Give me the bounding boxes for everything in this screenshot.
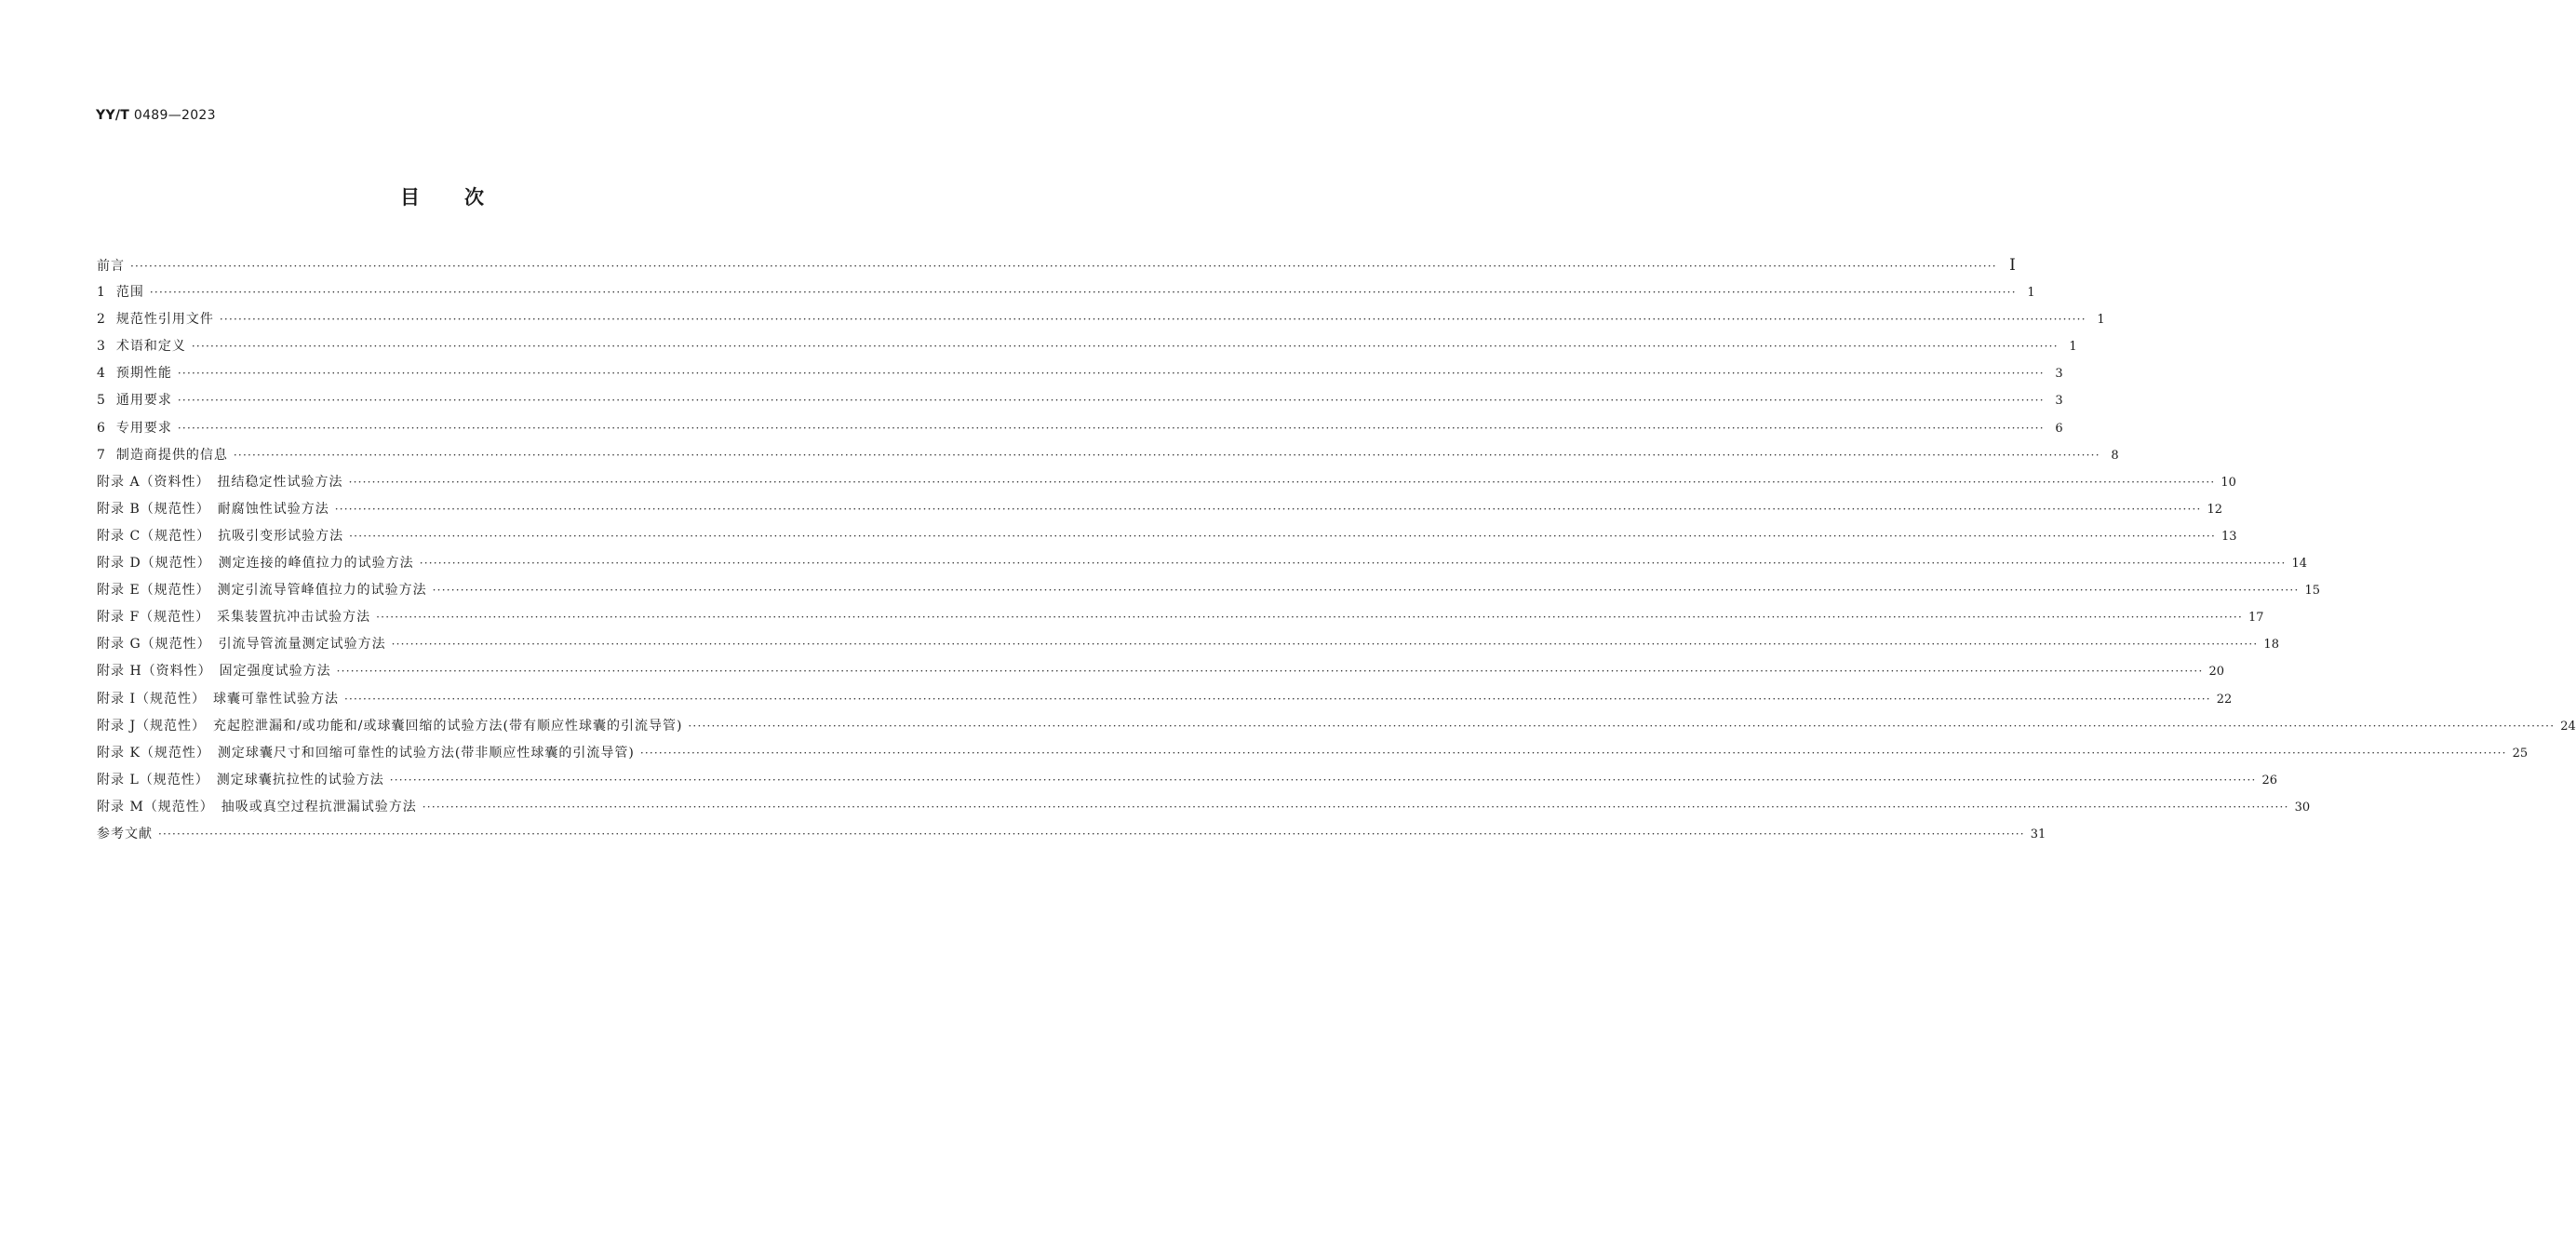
toc-entry[interactable]: [97, 824, 2046, 851]
toc-entry-title: 专用要求: [115, 420, 172, 436]
toc-entry-title: 附录 F（规范性） 采集装置抗冲击试验方法: [97, 610, 371, 626]
toc-entry-label: [97, 499, 329, 519]
toc-entry-title: 规范性引用文件: [115, 312, 214, 328]
toc-entry[interactable]: [97, 336, 2077, 363]
toc-leader-dots: ················································································································································································································································································································································································································: [149, 286, 2017, 300]
toc-entry-title: 附录 L（规范性） 测定球囊抗拉性的试验方法: [97, 772, 384, 788]
toc-entry[interactable]: [97, 390, 2063, 417]
toc-entry-title: 范围: [115, 285, 144, 301]
toc-entry-title: 附录 E（规范性） 测定引流导管峰值拉力的试验方法: [97, 583, 427, 599]
toc-entry-page: 12: [2207, 502, 2223, 517]
toc-entry-label: [97, 716, 682, 736]
toc-entry-label: [97, 743, 635, 763]
toc-entry[interactable]: [97, 499, 2223, 526]
toc-leader-dots: ················································································································································································································································································································································································································: [389, 773, 2257, 787]
toc-entry-page: 15: [2304, 584, 2320, 599]
toc-entry-label: [97, 607, 370, 627]
toc-leader-dots: ················································································································································································································································································································································································································: [639, 746, 2507, 760]
toc-entry-page: 22: [2216, 692, 2233, 707]
toc-entry-page: 26: [2261, 773, 2278, 788]
toc-entry-number: 4: [97, 366, 105, 382]
toc-entry-label: [97, 363, 172, 384]
toc-entry-title: 附录 B（规范性） 耐腐蚀性试验方法: [97, 501, 329, 517]
toc-entry-number: 3: [97, 339, 105, 355]
toc-entry-title: 附录 M（规范性） 抽吸或真空过程抗泄漏试验方法: [97, 799, 417, 814]
toc-entry-label: [97, 634, 386, 654]
toc-entry-label: [97, 689, 339, 709]
toc-entry-page: 30: [2294, 800, 2311, 814]
page-title: 目次: [400, 186, 529, 209]
toc-entry[interactable]: [97, 634, 2279, 661]
toc-entry-title: 通用要求: [115, 393, 172, 409]
toc-entry-page: 1: [2027, 286, 2035, 301]
toc-entry-title: 制造商提供的信息: [115, 447, 228, 463]
toc-entry-page: 20: [2208, 665, 2224, 680]
toc-entry-label: [97, 390, 172, 411]
toc-entry-page: 3: [2055, 367, 2063, 382]
toc-entry-label: [97, 472, 343, 492]
toc-leader-dots: ················································································································································································································································································································································································································: [349, 529, 2216, 543]
toc-entry[interactable]: [97, 580, 2320, 607]
toc-entry[interactable]: [97, 363, 2063, 390]
toc-entry[interactable]: [97, 553, 2308, 580]
toc-entry[interactable]: [97, 472, 2236, 499]
toc-entry-title: 附录 C（规范性） 抗吸引变形试验方法: [97, 528, 344, 544]
toc-entry-title: 附录 D（规范性） 测定连接的峰值拉力的试验方法: [97, 556, 414, 572]
table-of-contents: [97, 255, 2576, 851]
toc-entry-number: 1: [97, 285, 105, 301]
toc-entry-title: 附录 J（规范性） 充起腔泄漏和/或功能和/或球囊回缩的试验方法(带有顺应性球囊的引流导管): [97, 718, 683, 734]
toc-leader-dots: ················································································································································································································································································································································································································: [334, 502, 2202, 516]
toc-entry-page: 1: [2069, 340, 2077, 355]
toc-entry-label: [97, 824, 153, 844]
toc-entry[interactable]: [97, 255, 2016, 282]
standard-code-prefix: YY/T: [96, 108, 130, 123]
toc-entry-title: 预期性能: [115, 366, 172, 382]
toc-entry[interactable]: [97, 661, 2224, 688]
toc-entry[interactable]: [97, 743, 2529, 770]
toc-entry-page: 14: [2291, 557, 2308, 572]
toc-leader-dots: ················································································································································································································································································································································································································: [343, 692, 2211, 706]
toc-entry-label: [97, 770, 384, 790]
toc-entry-page: 6: [2055, 421, 2063, 436]
standard-code-number: 0489—2023: [129, 108, 216, 123]
toc-entry[interactable]: [97, 418, 2063, 445]
toc-entry-title: 附录 H（资料性） 固定强度试验方法: [97, 664, 331, 680]
toc-entry-page: 24: [2560, 719, 2576, 734]
toc-entry-label: [97, 553, 414, 573]
toc-leader-dots: ················································································································································································································································································································································································································: [177, 421, 2045, 435]
toc-entry[interactable]: [97, 607, 2264, 634]
toc-entry[interactable]: [97, 770, 2278, 797]
toc-entry-label: [97, 256, 125, 276]
toc-entry-page: 1: [2097, 313, 2105, 328]
toc-entry-label: [97, 418, 172, 438]
toc-leader-dots: ················································································································································································································································································································································································································: [233, 448, 2100, 462]
toc-entry-label: [97, 309, 214, 330]
toc-entry-number: 2: [97, 312, 105, 328]
toc-entry-page: 8: [2111, 448, 2119, 463]
toc-entry-label: [97, 336, 186, 357]
toc-entry-title: 附录 I（规范性） 球囊可靠性试验方法: [97, 691, 339, 707]
toc-entry-page: 10: [2220, 475, 2236, 490]
toc-entry-number: 6: [97, 420, 105, 436]
toc-entry-number: 7: [97, 447, 105, 463]
toc-leader-dots: ················································································································································································································································································································································································································: [422, 800, 2289, 814]
toc-leader-dots: ················································································································································································································································································································································································································: [391, 638, 2259, 652]
toc-entry-page: 17: [2247, 611, 2264, 626]
toc-leader-dots: ················································································································································································································································································································································································································: [191, 340, 2059, 354]
toc-leader-dots: ················································································································································································································································································································································································································: [419, 557, 2287, 571]
toc-entry-page: 3: [2055, 394, 2063, 409]
toc-entry[interactable]: [97, 282, 2035, 309]
toc-leader-dots: ················································································································································································································································································································································································································: [432, 584, 2300, 598]
toc-entry-number: 5: [97, 393, 105, 409]
toc-leader-dots: ················································································································································································································································································································································································································: [158, 827, 2025, 841]
toc-entry-label: [97, 282, 144, 303]
toc-entry[interactable]: [97, 689, 2233, 716]
toc-leader-dots: ················································································································································································································································································································································································································: [336, 665, 2204, 679]
toc-entry-label: [97, 526, 343, 546]
toc-entry-title: 前言: [97, 259, 125, 274]
toc-entry-label: [97, 580, 427, 600]
toc-entry-page: I: [2009, 256, 2016, 275]
toc-entry-label: [97, 661, 331, 681]
standard-code: [96, 108, 216, 123]
toc-leader-dots: ················································································································································································································································································································································································································: [348, 475, 2216, 489]
toc-entry-page: 25: [2512, 746, 2529, 761]
toc-entry-page: 13: [2220, 529, 2237, 544]
toc-entry[interactable]: [97, 716, 2576, 743]
toc-entry-page: 31: [2030, 827, 2046, 841]
toc-entry[interactable]: [97, 797, 2311, 824]
toc-entry[interactable]: [97, 445, 2119, 472]
toc-leader-dots: ················································································································································································································································································································································································································: [688, 719, 2556, 733]
toc-leader-dots: ················································································································································································································································································································································································································: [376, 611, 2243, 625]
toc-entry[interactable]: [97, 309, 2105, 336]
toc-entry-page: 18: [2263, 638, 2279, 653]
toc-entry-title: 参考文献: [97, 826, 153, 841]
toc-entry-title: 术语和定义: [115, 339, 186, 355]
toc-entry-title: 附录 G（规范性） 引流导管流量测定试验方法: [97, 637, 386, 653]
toc-entry-label: [97, 797, 417, 817]
toc-leader-dots: ················································································································································································································································································································································································································: [177, 367, 2045, 381]
toc-leader-dots: ················································································································································································································································································································································································································: [219, 313, 2086, 327]
toc-entry-label: [97, 445, 228, 465]
toc-entry-title: 附录 A（资料性） 扭结稳定性试验方法: [97, 474, 343, 490]
toc-leader-dots: ················································································································································································································································································································································································································: [130, 260, 1997, 273]
toc-leader-dots: ················································································································································································································································································································································································································: [177, 394, 2045, 408]
toc-entry-title: 附录 K（规范性） 测定球囊尺寸和回缩可靠性的试验方法(带非顺应性球囊的引流导管): [97, 745, 635, 761]
toc-entry[interactable]: [97, 526, 2237, 553]
